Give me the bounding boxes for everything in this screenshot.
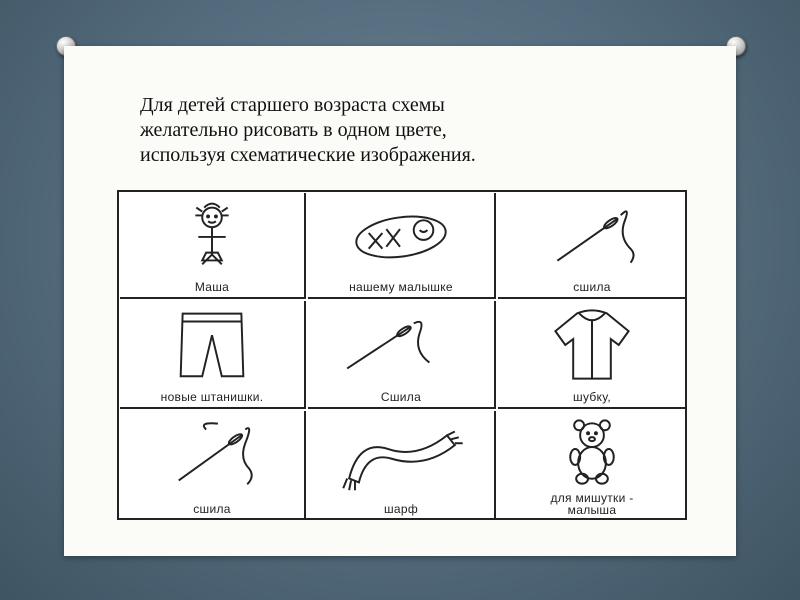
slide-text: Для детей старшего возраста схемы желательно рисовать в одном цвете, используя схематические изображения. bbox=[140, 94, 476, 166]
grid-cell bbox=[120, 301, 306, 409]
grid-cell bbox=[308, 301, 496, 409]
cell-label: нашему малышке bbox=[349, 280, 453, 294]
grid-cell bbox=[308, 411, 496, 519]
scarf-icon bbox=[308, 415, 494, 491]
grid-cell bbox=[120, 411, 306, 519]
grid-cell bbox=[498, 411, 686, 519]
grid-cell bbox=[498, 301, 686, 409]
cell-label: для мишутки - малыша bbox=[550, 491, 634, 517]
needle-thread-icon bbox=[308, 305, 494, 381]
cell-label: шубку, bbox=[573, 390, 611, 404]
needle-thread-icon bbox=[498, 197, 686, 273]
cell-label: Маша bbox=[194, 280, 230, 294]
grid-cell bbox=[308, 193, 496, 299]
picture-grid bbox=[117, 190, 687, 520]
cell-label: шарф bbox=[383, 502, 419, 516]
needle-thread-icon bbox=[120, 415, 304, 491]
swaddled-baby-icon bbox=[308, 197, 494, 273]
girl-stick-figure-icon bbox=[120, 197, 304, 273]
cell-label: сшила bbox=[573, 280, 611, 294]
cell-label: новые штанишки. bbox=[160, 390, 264, 404]
coat-icon bbox=[498, 305, 686, 381]
trousers-icon bbox=[120, 305, 304, 381]
cell-label: Сшила bbox=[380, 390, 422, 404]
grid-cell bbox=[498, 193, 686, 299]
teddy-bear-icon bbox=[498, 415, 686, 491]
cell-label: сшила bbox=[193, 502, 231, 516]
grid-cell bbox=[120, 193, 306, 299]
